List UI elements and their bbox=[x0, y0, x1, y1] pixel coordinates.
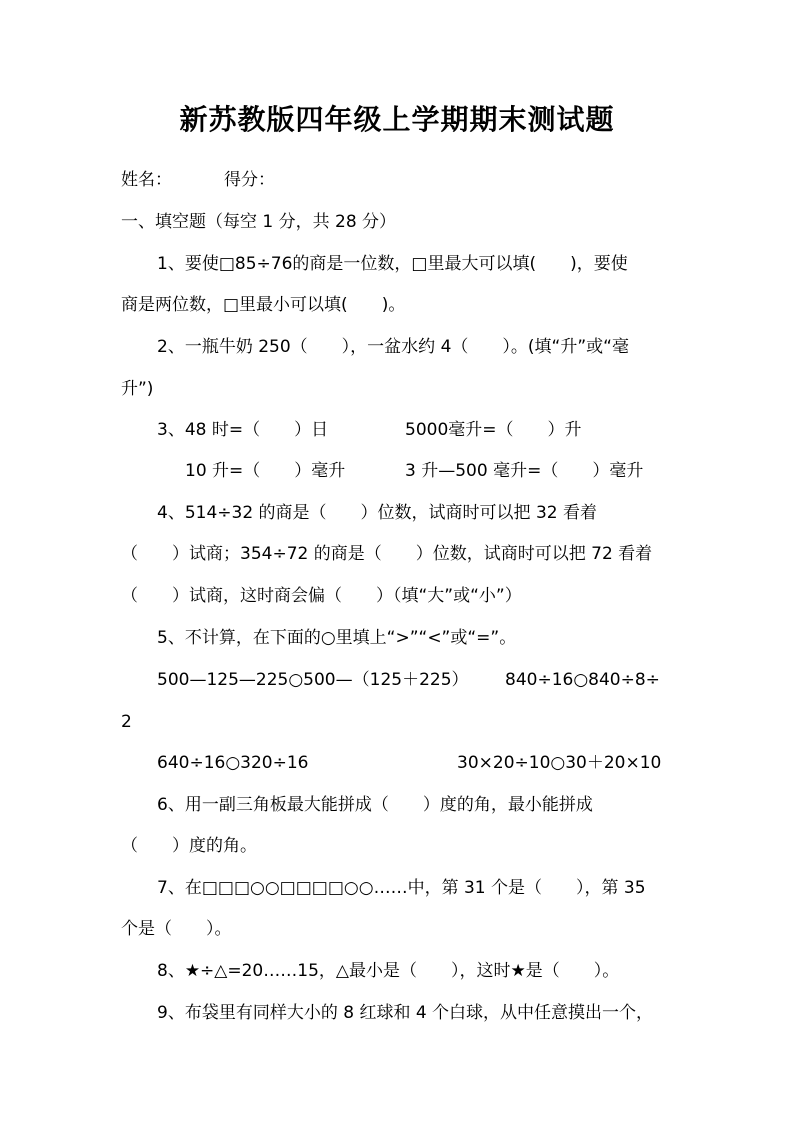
question-6-line-1: 6、用一副三角板最大能拼成（ ）度的角，最小能拼成 bbox=[157, 795, 593, 815]
question-5-instruction: 5、不计算，在下面的○里填上“>”“<”或“=”。 bbox=[157, 628, 517, 648]
question-7-line-2: 个是（ ）。 bbox=[121, 919, 232, 939]
question-3-item-b: 5000毫升=（ ）升 bbox=[405, 420, 582, 440]
exam-title: 新苏教版四年级上学期期末测试题 bbox=[179, 103, 615, 136]
question-8-line-1: 8、★÷△=20……15，△最小是（ ），这时★是（ ）。 bbox=[157, 961, 620, 981]
question-6-line-2: （ ）度的角。 bbox=[121, 836, 257, 856]
question-2-line-1: 2、一瓶牛奶 250（ ），一盆水约 4（ ）。(填“升”或“毫 bbox=[157, 337, 629, 357]
section-heading-fill-in: 一、填空题（每空 1 分，共 28 分） bbox=[121, 212, 397, 232]
question-3-item-a: 3、48 时=（ ）日 bbox=[157, 420, 329, 440]
question-5-item-d: 30×20÷10○30＋20×10 bbox=[457, 753, 662, 773]
question-5-item-b: 840÷16○840÷8÷ bbox=[505, 670, 660, 690]
name-label: 姓名： bbox=[121, 170, 172, 190]
question-9-line-1: 9、布袋里有同样大小的 8 红球和 4 个白球，从中任意摸出一个， bbox=[157, 1003, 654, 1023]
score-label: 得分： bbox=[224, 170, 275, 190]
question-5-item-a: 500—125—225○500—（125＋225） bbox=[157, 670, 469, 690]
question-5-item-c: 640÷16○320÷16 bbox=[157, 753, 309, 773]
question-4-line-1: 4、514÷32 的商是（ ）位数，试商时可以把 32 看着 bbox=[157, 503, 597, 523]
question-1-line-1: 1、要使□85÷76的商是一位数，□里最大可以填( )，要使 bbox=[157, 254, 628, 274]
question-4-line-3: （ ）试商，这时商会偏（ ）（填“大”或“小”） bbox=[121, 586, 522, 606]
question-5-item-b-wrap: 2 bbox=[121, 712, 132, 732]
question-1-line-2: 商是两位数，□里最小可以填( )。 bbox=[121, 295, 406, 315]
question-3-item-c: 10 升=（ ）毫升 bbox=[185, 461, 346, 481]
question-3-item-d: 3 升—500 毫升=（ ）毫升 bbox=[405, 461, 644, 481]
question-7-line-1: 7、在□□□○○□□□□○○……中，第 31 个是（ ），第 35 bbox=[157, 878, 646, 898]
question-4-line-2: （ ）试商；354÷72 的商是（ ）位数，试商时可以把 72 看着 bbox=[121, 544, 653, 564]
question-2-line-2: 升”) bbox=[121, 379, 154, 399]
